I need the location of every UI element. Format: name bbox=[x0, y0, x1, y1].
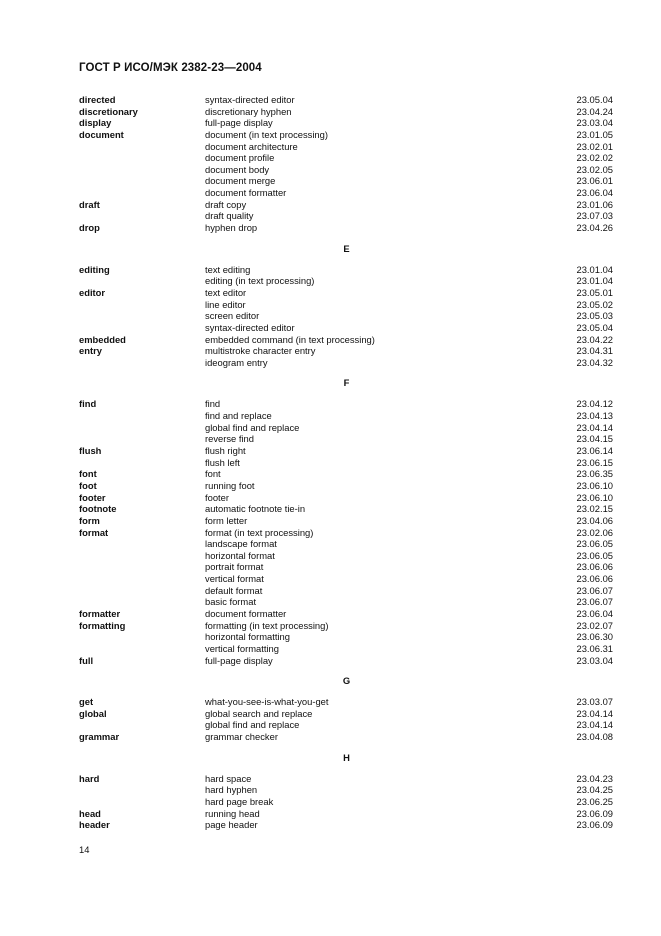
index-term: formatting (in text processing) bbox=[205, 619, 329, 631]
index-term: landscape format bbox=[205, 538, 277, 550]
index-term: hard space bbox=[205, 772, 252, 784]
index-row bbox=[79, 620, 613, 632]
index-code: 23.06.01 bbox=[576, 175, 613, 187]
index-keyword: editing bbox=[79, 263, 110, 275]
index-row bbox=[79, 631, 613, 643]
index-term: page header bbox=[205, 819, 258, 831]
index-term: running foot bbox=[205, 479, 255, 491]
index-keyword: full bbox=[79, 654, 94, 666]
term-index bbox=[79, 94, 613, 831]
index-row bbox=[79, 719, 613, 731]
index-term: footer bbox=[205, 491, 229, 503]
index-row bbox=[79, 585, 613, 597]
index-code: 23.06.04 bbox=[576, 607, 613, 619]
index-row bbox=[79, 708, 613, 720]
index-term: document merge bbox=[205, 175, 276, 187]
index-term: hard page break bbox=[205, 796, 274, 808]
index-code: 23.05.01 bbox=[576, 286, 613, 298]
index-term: horizontal formatting bbox=[205, 631, 290, 643]
index-code: 23.05.03 bbox=[576, 310, 613, 322]
index-term: flush left bbox=[205, 456, 240, 468]
index-term: document formatter bbox=[205, 187, 287, 199]
index-term: discretionary hyphen bbox=[205, 105, 292, 117]
index-term: hard hyphen bbox=[205, 784, 258, 796]
index-code: 23.04.24 bbox=[576, 105, 613, 117]
index-term: grammar checker bbox=[205, 731, 278, 743]
index-code: 23.06.06 bbox=[576, 573, 613, 585]
index-code: 23.02.15 bbox=[576, 503, 613, 515]
index-keyword: footer bbox=[79, 491, 106, 503]
index-code: 23.01.05 bbox=[576, 128, 613, 140]
index-code: 23.04.22 bbox=[576, 333, 613, 345]
index-row bbox=[79, 515, 613, 527]
index-row bbox=[79, 527, 613, 539]
index-code: 23.06.05 bbox=[576, 538, 613, 550]
index-row bbox=[79, 538, 613, 550]
index-term: text editing bbox=[205, 263, 251, 275]
index-code: 23.02.07 bbox=[576, 619, 613, 631]
index-code: 23.04.06 bbox=[576, 514, 613, 526]
index-code: 23.07.03 bbox=[576, 210, 613, 222]
index-row bbox=[79, 310, 613, 322]
page-title: ГОСТ Р ИСО/МЭК 2382-23—2004 bbox=[79, 62, 262, 74]
index-keyword: draft bbox=[79, 198, 100, 210]
index-row bbox=[79, 334, 613, 346]
index-term: editing (in text processing) bbox=[205, 275, 315, 287]
index-row bbox=[79, 550, 613, 562]
index-keyword: embedded bbox=[79, 333, 126, 345]
index-row bbox=[79, 819, 613, 831]
index-code: 23.06.10 bbox=[576, 491, 613, 503]
index-row bbox=[79, 299, 613, 311]
index-keyword: global bbox=[79, 707, 107, 719]
index-term: full-page display bbox=[205, 117, 273, 129]
index-row bbox=[79, 264, 613, 276]
index-row bbox=[79, 164, 613, 176]
index-term: basic format bbox=[205, 596, 257, 608]
section-letter: H bbox=[343, 751, 350, 763]
index-code: 23.06.04 bbox=[576, 187, 613, 199]
index-keyword: formatting bbox=[79, 619, 126, 631]
index-code: 23.06.09 bbox=[576, 819, 613, 831]
index-code: 23.04.14 bbox=[576, 719, 613, 731]
index-row bbox=[79, 784, 613, 796]
index-code: 23.06.14 bbox=[576, 445, 613, 457]
index-row bbox=[79, 503, 613, 515]
index-term: form letter bbox=[205, 514, 248, 526]
index-row bbox=[79, 287, 613, 299]
index-term: global find and replace bbox=[205, 719, 300, 731]
index-keyword: get bbox=[79, 696, 94, 708]
index-code: 23.06.07 bbox=[576, 596, 613, 608]
index-term: find and replace bbox=[205, 410, 272, 422]
index-row bbox=[79, 655, 613, 667]
index-term: portrait format bbox=[205, 561, 264, 573]
index-term: vertical formatting bbox=[205, 642, 279, 654]
index-code: 23.04.23 bbox=[576, 772, 613, 784]
index-row bbox=[79, 468, 613, 480]
index-term: flush right bbox=[205, 445, 246, 457]
index-code: 23.04.13 bbox=[576, 410, 613, 422]
index-term: document formatter bbox=[205, 607, 287, 619]
index-code: 23.05.04 bbox=[576, 321, 613, 333]
index-keyword: flush bbox=[79, 445, 102, 457]
index-keyword: format bbox=[79, 526, 109, 538]
index-term: running head bbox=[205, 807, 260, 819]
index-term: screen editor bbox=[205, 310, 260, 322]
section-letter: G bbox=[342, 675, 351, 687]
index-row bbox=[79, 796, 613, 808]
index-row bbox=[79, 643, 613, 655]
index-code: 23.02.01 bbox=[576, 140, 613, 152]
index-keyword: formatter bbox=[79, 607, 121, 619]
index-term: global find and replace bbox=[205, 421, 300, 433]
page-number: 14 bbox=[79, 844, 90, 855]
index-row bbox=[79, 94, 613, 106]
index-row bbox=[79, 433, 613, 445]
index-code: 23.02.05 bbox=[576, 163, 613, 175]
index-row bbox=[79, 731, 613, 743]
index-row bbox=[79, 480, 613, 492]
index-term: full-page display bbox=[205, 654, 273, 666]
index-row bbox=[79, 175, 613, 187]
index-keyword: document bbox=[79, 128, 124, 140]
index-code: 23.05.02 bbox=[576, 298, 613, 310]
index-code: 23.03.04 bbox=[576, 654, 613, 666]
index-row bbox=[79, 187, 613, 199]
index-row bbox=[79, 457, 613, 469]
index-term: hyphen drop bbox=[205, 222, 258, 234]
index-row bbox=[79, 322, 613, 334]
index-term: what-you-see-is-what-you-get bbox=[205, 696, 329, 708]
index-code: 23.04.26 bbox=[576, 222, 613, 234]
index-keyword: foot bbox=[79, 479, 97, 491]
index-code: 23.01.04 bbox=[576, 263, 613, 275]
index-row bbox=[79, 106, 613, 118]
index-code: 23.06.35 bbox=[576, 468, 613, 480]
index-term: syntax-directed editor bbox=[205, 94, 295, 105]
index-term: global search and replace bbox=[205, 707, 313, 719]
index-code: 23.03.07 bbox=[576, 696, 613, 708]
index-code: 23.04.15 bbox=[576, 433, 613, 445]
index-code: 23.06.30 bbox=[576, 631, 613, 643]
index-code: 23.06.07 bbox=[576, 584, 613, 596]
index-code: 23.06.06 bbox=[576, 561, 613, 573]
index-keyword: font bbox=[79, 468, 97, 480]
index-term: embedded command (in text processing) bbox=[205, 333, 375, 345]
index-keyword: drop bbox=[79, 222, 100, 234]
index-term: multistroke character entry bbox=[205, 345, 316, 357]
index-keyword: find bbox=[79, 398, 97, 410]
index-term: font bbox=[205, 468, 221, 480]
index-code: 23.02.06 bbox=[576, 526, 613, 538]
index-code: 23.04.32 bbox=[576, 356, 613, 368]
index-term: document (in text processing) bbox=[205, 128, 328, 140]
index-code: 23.04.08 bbox=[576, 731, 613, 743]
index-row bbox=[79, 222, 613, 234]
index-term: reverse find bbox=[205, 433, 254, 445]
index-row bbox=[79, 573, 613, 585]
index-row bbox=[79, 445, 613, 457]
index-term: automatic footnote tie-in bbox=[205, 503, 306, 515]
index-term: draft copy bbox=[205, 198, 247, 210]
index-term: line editor bbox=[205, 298, 246, 310]
index-code: 23.04.25 bbox=[576, 784, 613, 796]
index-code: 23.06.15 bbox=[576, 456, 613, 468]
index-keyword: editor bbox=[79, 286, 106, 298]
index-keyword: entry bbox=[79, 345, 102, 357]
index-code: 23.06.09 bbox=[576, 807, 613, 819]
index-row bbox=[79, 345, 613, 357]
index-code: 23.06.31 bbox=[576, 642, 613, 654]
index-term: vertical format bbox=[205, 573, 264, 585]
index-code: 23.04.31 bbox=[576, 345, 613, 357]
index-code: 23.04.14 bbox=[576, 421, 613, 433]
index-keyword: footnote bbox=[79, 503, 117, 515]
index-row bbox=[79, 152, 613, 164]
index-keyword: display bbox=[79, 117, 112, 129]
index-row bbox=[79, 608, 613, 620]
index-row bbox=[79, 129, 613, 141]
index-row bbox=[79, 117, 613, 129]
index-term: ideogram entry bbox=[205, 356, 268, 368]
index-term: syntax-directed editor bbox=[205, 321, 295, 333]
index-row bbox=[79, 696, 613, 708]
index-term: find bbox=[205, 398, 221, 410]
index-code: 23.01.06 bbox=[576, 198, 613, 210]
index-term: horizontal format bbox=[205, 549, 275, 561]
index-row bbox=[79, 773, 613, 785]
index-row bbox=[79, 410, 613, 422]
index-code: 23.04.12 bbox=[576, 398, 613, 410]
index-row bbox=[79, 275, 613, 287]
index-code: 23.01.04 bbox=[576, 275, 613, 287]
index-code: 23.04.14 bbox=[576, 707, 613, 719]
section-letter: F bbox=[343, 377, 350, 389]
index-row bbox=[79, 561, 613, 573]
index-row bbox=[79, 808, 613, 820]
index-keyword: grammar bbox=[79, 731, 120, 743]
index-row bbox=[79, 596, 613, 608]
index-keyword: header bbox=[79, 819, 110, 831]
index-row bbox=[79, 357, 613, 369]
index-keyword: discretionary bbox=[79, 105, 138, 117]
index-term: document profile bbox=[205, 152, 275, 164]
index-keyword: head bbox=[79, 807, 101, 819]
index-code: 23.06.05 bbox=[576, 549, 613, 561]
index-term: document body bbox=[205, 163, 270, 175]
index-code: 23.03.04 bbox=[576, 117, 613, 129]
section-letter: E bbox=[343, 242, 350, 254]
index-row bbox=[79, 141, 613, 153]
index-keyword: form bbox=[79, 514, 100, 526]
index-keyword: hard bbox=[79, 772, 100, 784]
index-term: text editor bbox=[205, 286, 247, 298]
index-term: draft quality bbox=[205, 210, 254, 222]
index-code: 23.06.25 bbox=[576, 796, 613, 808]
index-keyword: directed bbox=[79, 94, 116, 105]
index-term: document architecture bbox=[205, 140, 298, 152]
index-row bbox=[79, 398, 613, 410]
index-term: format (in text processing) bbox=[205, 526, 314, 538]
index-code: 23.05.04 bbox=[576, 94, 613, 105]
index-code: 23.02.02 bbox=[576, 152, 613, 164]
index-row bbox=[79, 492, 613, 504]
index-row bbox=[79, 199, 613, 211]
index-row bbox=[79, 422, 613, 434]
index-code: 23.06.10 bbox=[576, 479, 613, 491]
index-term: default format bbox=[205, 584, 263, 596]
index-row bbox=[79, 210, 613, 222]
